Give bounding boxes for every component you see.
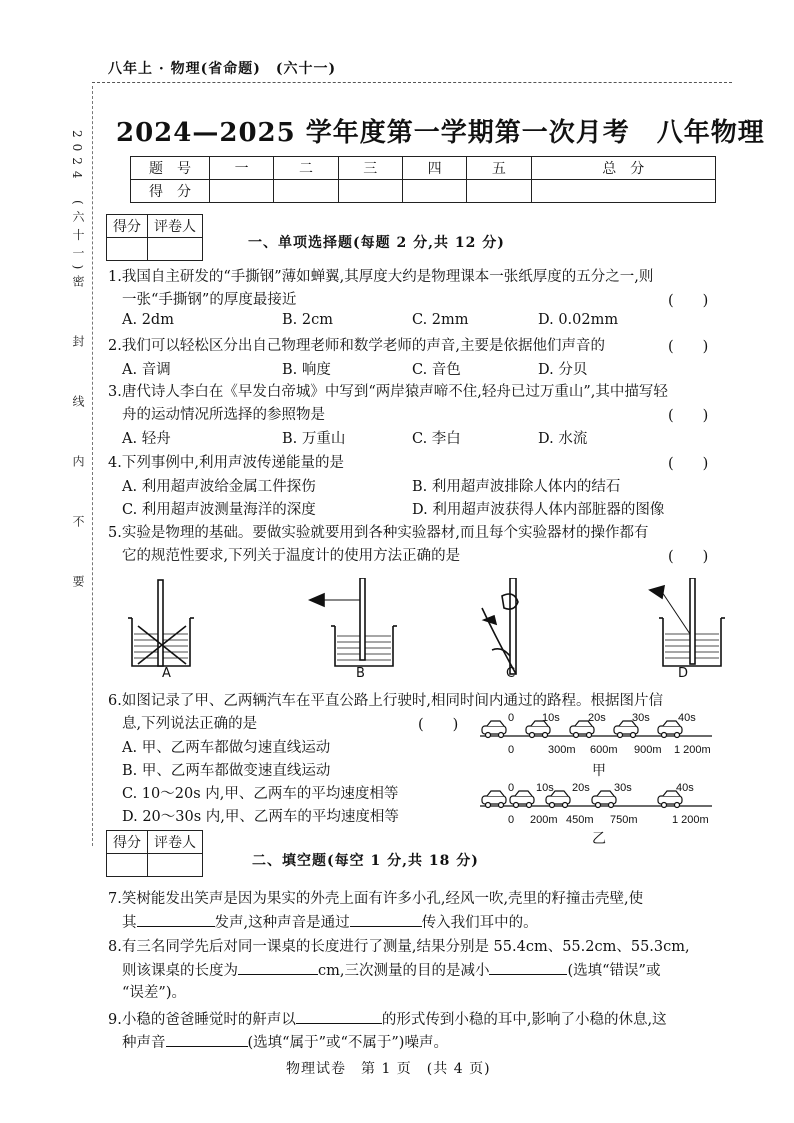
option-b: B. 2cm bbox=[282, 312, 333, 328]
score-header-cell: 总 分 bbox=[531, 157, 715, 180]
question-2-stem: 2.我们可以轻松区分出自己物理老师和数学老师的声音,主要是依据他们声音的 bbox=[108, 338, 605, 354]
car-icon bbox=[592, 791, 616, 808]
option-b: B. 响度 bbox=[282, 362, 331, 378]
option-d: D. 分贝 bbox=[538, 362, 588, 378]
question-1-stem: 1.我国自主研发的“手撕钢”薄如蝉翼,其厚度大约是物理课本一张纸厚度的五分之一,则 bbox=[108, 269, 654, 285]
option-b: B. 甲、乙两车都做变速直线运动 bbox=[122, 763, 331, 779]
section-2-title: 二、填空题(每空 1 分,共 18 分) bbox=[252, 853, 479, 869]
jia-dist-600m: 600m bbox=[590, 744, 618, 756]
figure-label-b: B bbox=[356, 666, 365, 681]
question-4-stem: 4.下列事例中,利用声波传递能量的是 bbox=[108, 455, 344, 471]
yi-dist-1200m: 1 200m bbox=[672, 814, 709, 826]
score-table-score-row bbox=[131, 180, 716, 203]
page-footer: 物理试卷 第 1 页 (共 4 页) bbox=[286, 1061, 491, 1077]
q7-text: 发声,这种声音是通过 bbox=[214, 915, 350, 931]
score-table bbox=[130, 156, 716, 203]
car-icon bbox=[482, 721, 506, 738]
option-d: D. 0.02mm bbox=[538, 312, 619, 328]
question-3-stem-cont: 舟的运动情况所选择的参照物是 bbox=[122, 407, 325, 423]
answer-parentheses[interactable]: ( ) bbox=[668, 456, 709, 472]
q9-text: 9.小稳的爸爸睡觉时的鼾声以 bbox=[108, 1012, 296, 1028]
question-9-line2 bbox=[122, 1031, 448, 1055]
question-5-stem-cont: 它的规范性要求,下列关于温度计的使用方法正确的是 bbox=[122, 548, 461, 564]
figure-d-beaker bbox=[650, 578, 725, 666]
option-c: C. 10～20s 内,甲、乙两车的平均速度相等 bbox=[122, 786, 399, 802]
option-b: B. 利用超声波排除人体内的结石 bbox=[412, 479, 621, 495]
score-cell[interactable] bbox=[274, 180, 338, 203]
grader-box bbox=[106, 214, 203, 261]
option-a: A. 利用超声波给金属工件探伤 bbox=[122, 479, 316, 495]
score-cell[interactable] bbox=[210, 180, 274, 203]
question-8-line2 bbox=[122, 959, 660, 983]
question-6-stem-cont: 息,下列说法正确的是 bbox=[122, 716, 258, 732]
answer-parentheses[interactable]: ( ) bbox=[668, 293, 709, 309]
answer-parentheses[interactable]: ( ) bbox=[418, 717, 459, 733]
score-header-cell: 二 bbox=[274, 157, 338, 180]
jia-dist-1200m: 1 200m bbox=[674, 744, 711, 756]
option-d: D. 水流 bbox=[538, 431, 588, 447]
grader-box bbox=[106, 830, 203, 877]
grader-reviewer-cell[interactable] bbox=[148, 238, 203, 261]
q9-text: (选填“属于”或“不属于”)噪声。 bbox=[247, 1035, 448, 1051]
score-cell[interactable] bbox=[338, 180, 402, 203]
option-a: A. 音调 bbox=[122, 362, 171, 378]
jia-time-40s: 40s bbox=[678, 712, 696, 724]
option-d: D. 20～30s 内,甲、乙两车的平均速度相等 bbox=[122, 809, 399, 825]
option-a: A. 轻舟 bbox=[122, 431, 171, 447]
seal-line bbox=[92, 86, 93, 846]
page-title: 2024—2025 学年度第一学期第一次月考 八年物理 bbox=[116, 118, 765, 148]
grader-score-cell[interactable] bbox=[107, 238, 148, 261]
option-c: C. 利用超声波测量海洋的深度 bbox=[122, 502, 316, 518]
grader-score-cell[interactable] bbox=[107, 854, 148, 877]
q8-text: 则该课桌的长度为 bbox=[122, 963, 238, 979]
question-7-stem: 7.笑树能发出笑声是因为果实的外壳上面有许多小孔,经风一吹,壳里的籽撞击壳壁,使 bbox=[108, 891, 644, 907]
diagram-label-yi: 乙 bbox=[592, 831, 606, 847]
fill-blank[interactable] bbox=[137, 911, 215, 927]
fill-blank[interactable] bbox=[350, 911, 422, 927]
q7-text: 其 bbox=[122, 915, 137, 931]
jia-dist-300m: 300m bbox=[548, 744, 576, 756]
figure-label-c: C bbox=[506, 666, 516, 681]
score-header-cell: 五 bbox=[467, 157, 531, 180]
figure-label-d: D bbox=[678, 666, 689, 681]
option-a: A. 2dm bbox=[122, 312, 174, 328]
score-cell[interactable] bbox=[531, 180, 715, 203]
grader-reviewer-label: 评卷人 bbox=[148, 831, 203, 854]
jia-time-10s: 10s bbox=[542, 712, 560, 724]
score-header-cell: 三 bbox=[338, 157, 402, 180]
question-7-line2 bbox=[122, 911, 538, 935]
grader-score-label: 得分 bbox=[107, 831, 148, 854]
fill-blank[interactable] bbox=[166, 1031, 248, 1047]
figure-c-thermometer bbox=[482, 578, 518, 674]
fill-blank[interactable] bbox=[296, 1008, 382, 1024]
question-1-stem-cont: 一张“手撕钢”的厚度最接近 bbox=[122, 292, 297, 308]
grader-score-label: 得分 bbox=[107, 215, 148, 238]
yi-dist-450m: 450m bbox=[566, 814, 594, 826]
answer-parentheses[interactable]: ( ) bbox=[668, 549, 709, 565]
q8-text: cm,三次测量的目的是减小 bbox=[318, 963, 490, 979]
q8-text: (选填“错误”或 bbox=[567, 963, 661, 979]
jia-time-30s: 30s bbox=[632, 712, 650, 724]
question-6-stem: 6.如图记录了甲、乙两辆汽车在平直公路上行驶时,相同时间内通过的路程。根据图片信 bbox=[108, 693, 663, 709]
q9-text: 的形式传到小稳的耳中,影响了小稳的休息,这 bbox=[381, 1012, 667, 1028]
figure-a-beaker bbox=[128, 580, 194, 666]
score-table-header-row bbox=[131, 157, 716, 180]
side-code: (六十一) bbox=[71, 200, 85, 276]
jia-time-20s: 20s bbox=[588, 712, 606, 724]
jia-time-0: 0 bbox=[508, 712, 515, 724]
jia-dist-0: 0 bbox=[508, 744, 515, 756]
grader-reviewer-cell[interactable] bbox=[148, 854, 203, 877]
question-9-line1 bbox=[108, 1008, 667, 1032]
question-5-stem: 5.实验是物理的基础。要做实验就要用到各种实验器材,而且每个实验器材的操作都有 bbox=[108, 525, 649, 541]
yi-time-20s: 20s bbox=[572, 782, 590, 794]
yi-time-0: 0 bbox=[508, 782, 515, 794]
exam-series-label: 八年上 · 物理(省命题) (六十一) bbox=[108, 61, 337, 77]
option-d: D. 利用超声波获得人体内部脏器的图像 bbox=[412, 502, 665, 518]
fill-blank[interactable] bbox=[238, 959, 318, 975]
score-header-cell: 一 bbox=[210, 157, 274, 180]
score-header-cell: 四 bbox=[402, 157, 466, 180]
fill-blank[interactable] bbox=[489, 959, 567, 975]
question-3-stem: 3.唐代诗人李白在《早发白帝城》中写到“两岸猿声啼不住,轻舟已过万重山”,其中描写轻 bbox=[108, 384, 668, 400]
score-header-cell: 题 号 bbox=[131, 157, 210, 180]
section-1-title: 一、单项选择题(每题 2 分,共 12 分) bbox=[248, 235, 505, 251]
option-a: A. 甲、乙两车都做匀速直线运动 bbox=[122, 740, 331, 756]
side-seal-notice: 密 封 线 内 不 要 bbox=[71, 275, 85, 605]
jia-dist-900m: 900m bbox=[634, 744, 662, 756]
question-8-stem: 8.有三名同学先后对同一课桌的长度进行了测量,结果分别是 55.4cm、55.2cm、55.3cm, bbox=[108, 939, 690, 955]
score-cell[interactable] bbox=[402, 180, 466, 203]
yi-dist-750m: 750m bbox=[610, 814, 638, 826]
thermometer-figures bbox=[110, 578, 730, 682]
option-c: C. 2mm bbox=[412, 312, 469, 328]
question-8-line3: “误差”)。 bbox=[122, 985, 186, 1001]
yi-time-40s: 40s bbox=[676, 782, 694, 794]
answer-parentheses[interactable]: ( ) bbox=[668, 408, 709, 424]
figure-label-a: A bbox=[162, 666, 171, 681]
answer-parentheses[interactable]: ( ) bbox=[668, 339, 709, 355]
option-c: C. 音色 bbox=[412, 362, 461, 378]
option-c: C. 李白 bbox=[412, 431, 461, 447]
yi-dist-200m: 200m bbox=[530, 814, 558, 826]
score-cell[interactable] bbox=[467, 180, 531, 203]
header-divider bbox=[92, 82, 732, 83]
figure-b-beaker bbox=[310, 578, 397, 666]
q7-text: 传入我们耳中的。 bbox=[421, 915, 538, 931]
grader-reviewer-label: 评卷人 bbox=[148, 215, 203, 238]
option-b: B. 万重山 bbox=[282, 431, 346, 447]
score-row-label: 得 分 bbox=[131, 180, 210, 203]
car-icon bbox=[482, 791, 506, 808]
yi-dist-0: 0 bbox=[508, 814, 515, 826]
side-year: 2024 bbox=[70, 130, 84, 185]
yi-time-30s: 30s bbox=[614, 782, 632, 794]
yi-time-10s: 10s bbox=[536, 782, 554, 794]
diagram-label-jia: 甲 bbox=[592, 763, 606, 779]
q9-text: 种声音 bbox=[122, 1035, 166, 1051]
